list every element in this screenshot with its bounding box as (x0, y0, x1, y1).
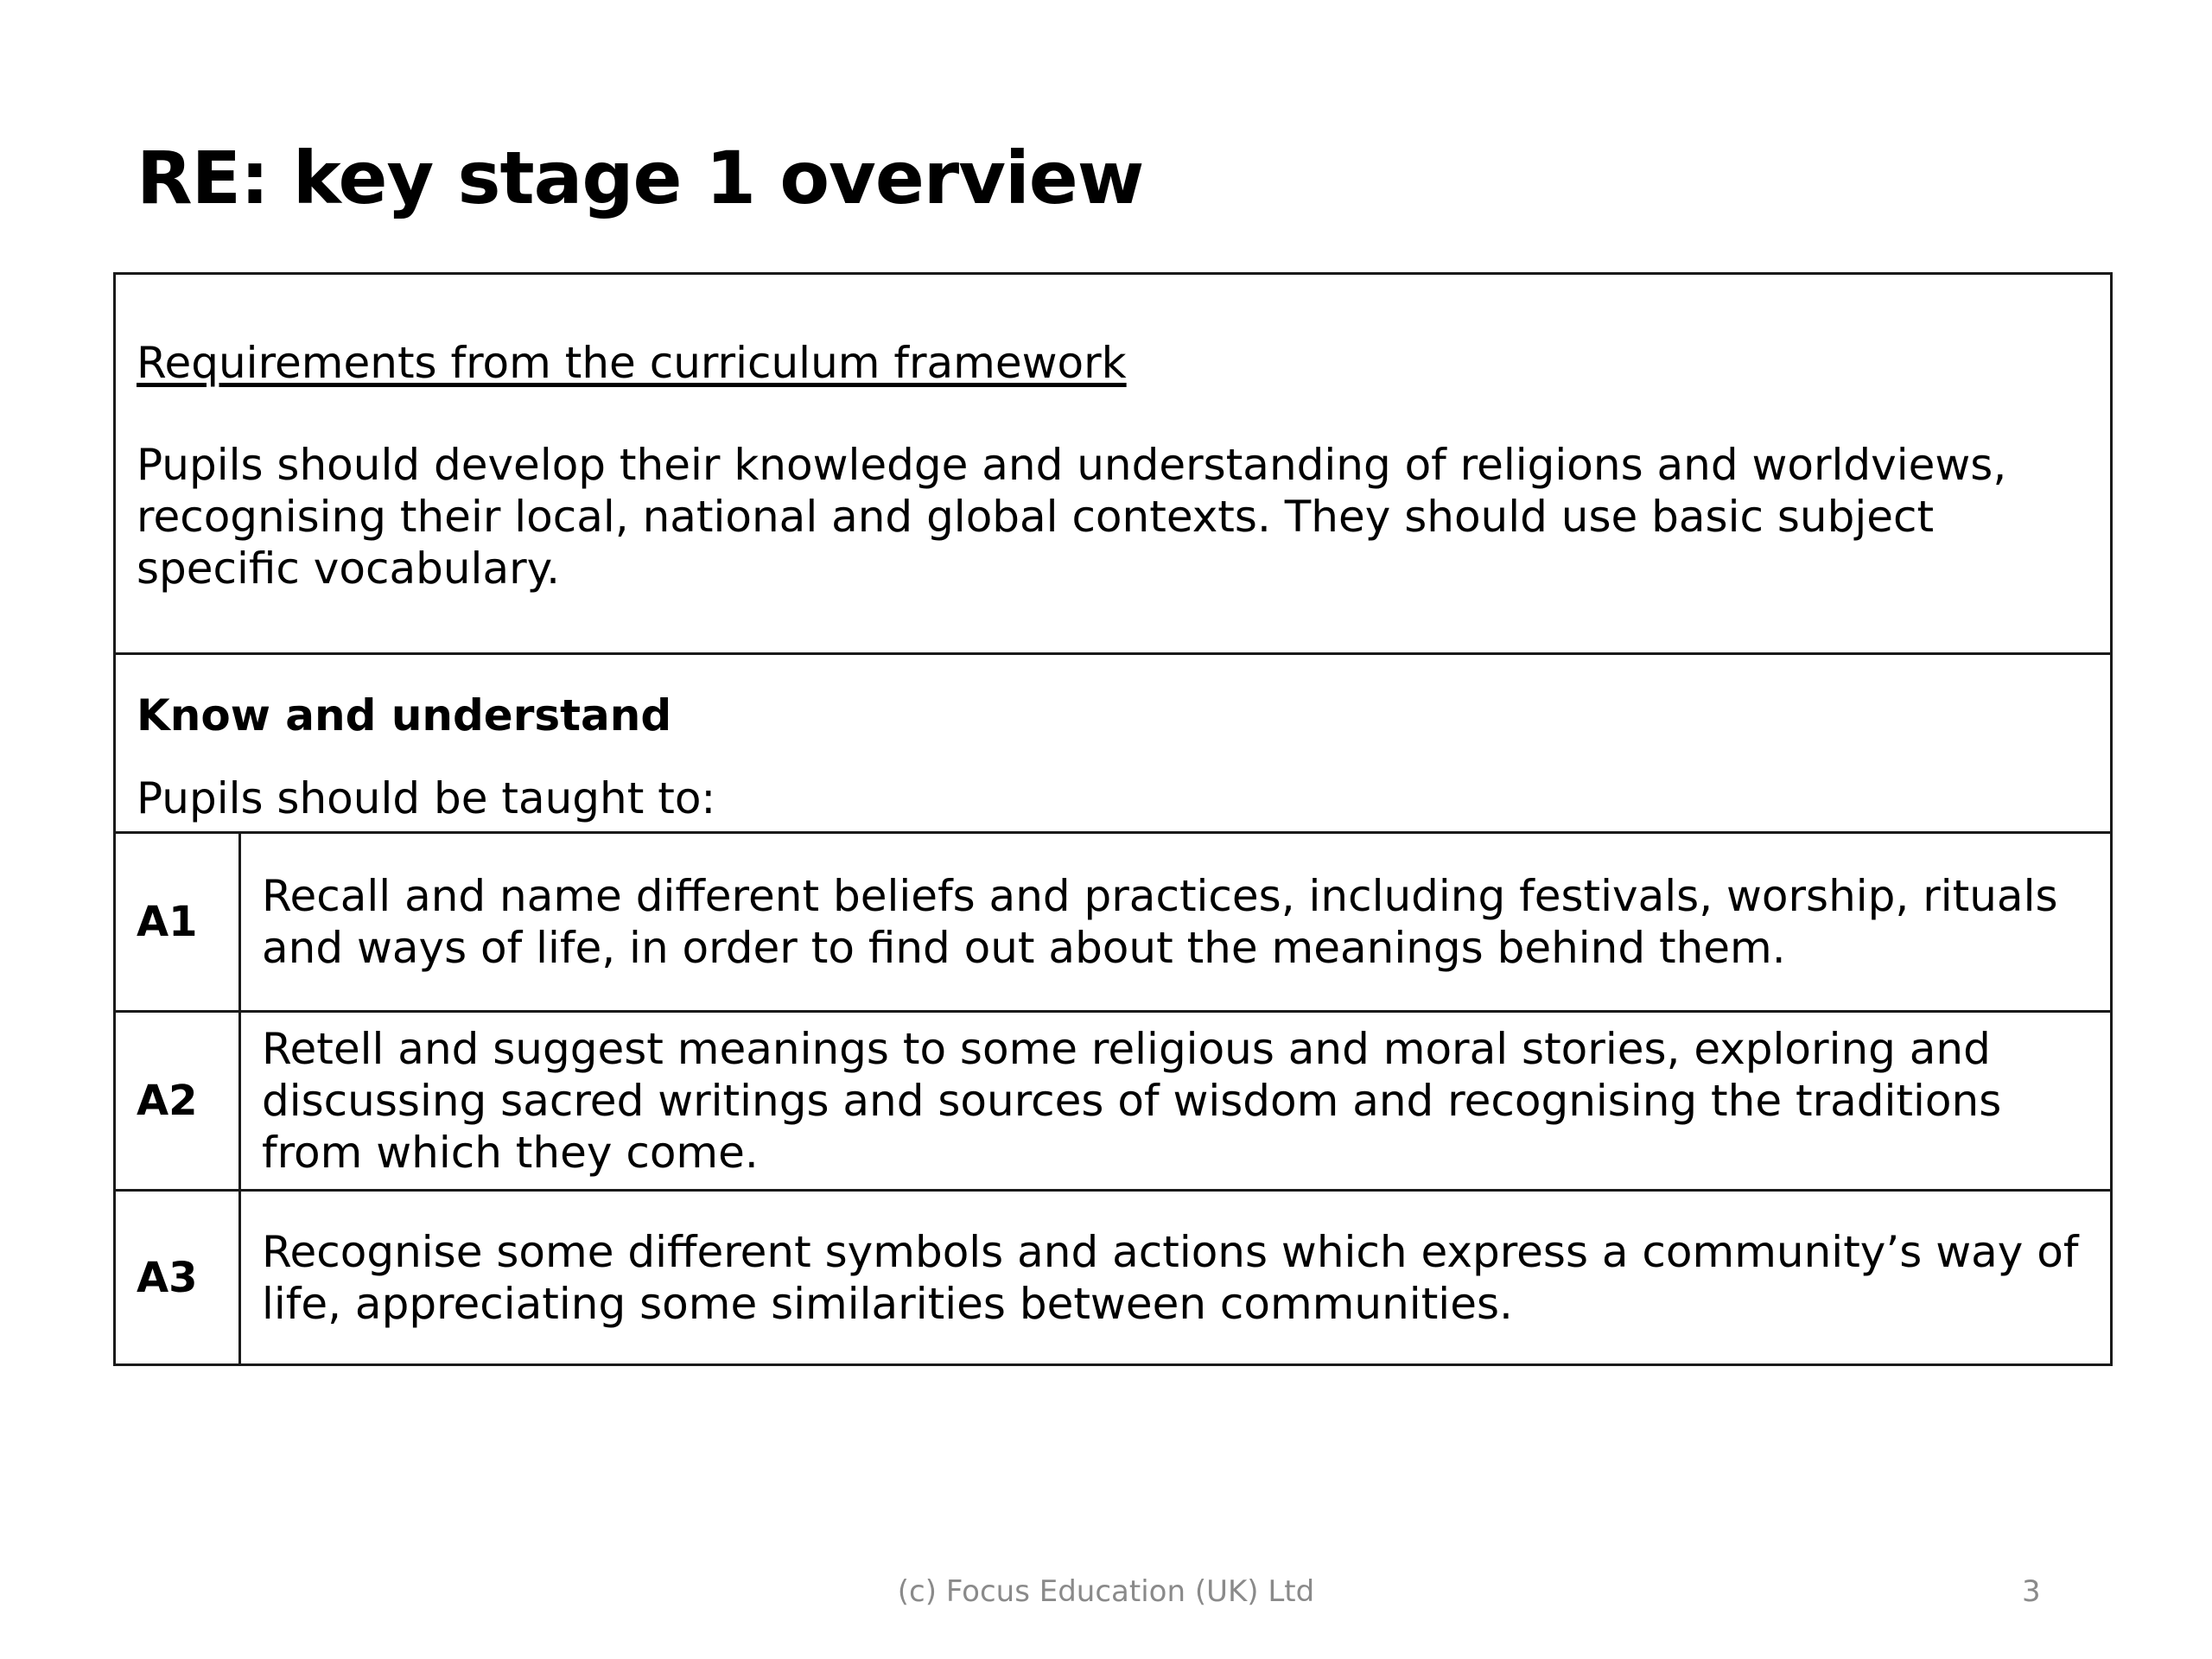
overview-table (113, 272, 2113, 1366)
aim-code: A2 (116, 1013, 241, 1189)
footer-copyright: (c) Focus Education (UK) Ltd (897, 1574, 1315, 1609)
know-understand-intro: Pupils should be taught to: (137, 773, 716, 823)
requirements-section (116, 275, 2110, 655)
aim-text: Recall and name different beliefs and practices, including festivals, worship, rituals and ways of life, in order to find out about the meanings behind them. (262, 871, 2058, 973)
aim-text: Retell and suggest meanings to some religious and moral stories, exploring and discussing sacred writings and sources of wisdom and recognising the traditions from which they come. (262, 1024, 2002, 1178)
requirements-body: Pupils should develop their knowledge and understanding of religions and worldviews, recognising their local, national and global contexts. They should use basic subject specific vocabulary. (137, 440, 2007, 594)
know-understand-section (116, 655, 2110, 834)
page-number: 3 (2022, 1574, 2041, 1609)
aim-row-a1 (116, 834, 2110, 1013)
aim-code: A1 (116, 834, 241, 1010)
aim-row-a3 (116, 1192, 2110, 1363)
requirements-heading: Requirements from the curriculum framework (137, 338, 1127, 388)
aim-text: Recognise some different symbols and actions which express a community’s way of life, appreciating some similarities between communities. (262, 1226, 2079, 1329)
aim-row-a2 (116, 1013, 2110, 1192)
know-understand-heading: Know and understand (137, 690, 672, 741)
aim-code: A3 (116, 1192, 241, 1363)
page-title: RE: key stage 1 overview (137, 136, 1144, 220)
